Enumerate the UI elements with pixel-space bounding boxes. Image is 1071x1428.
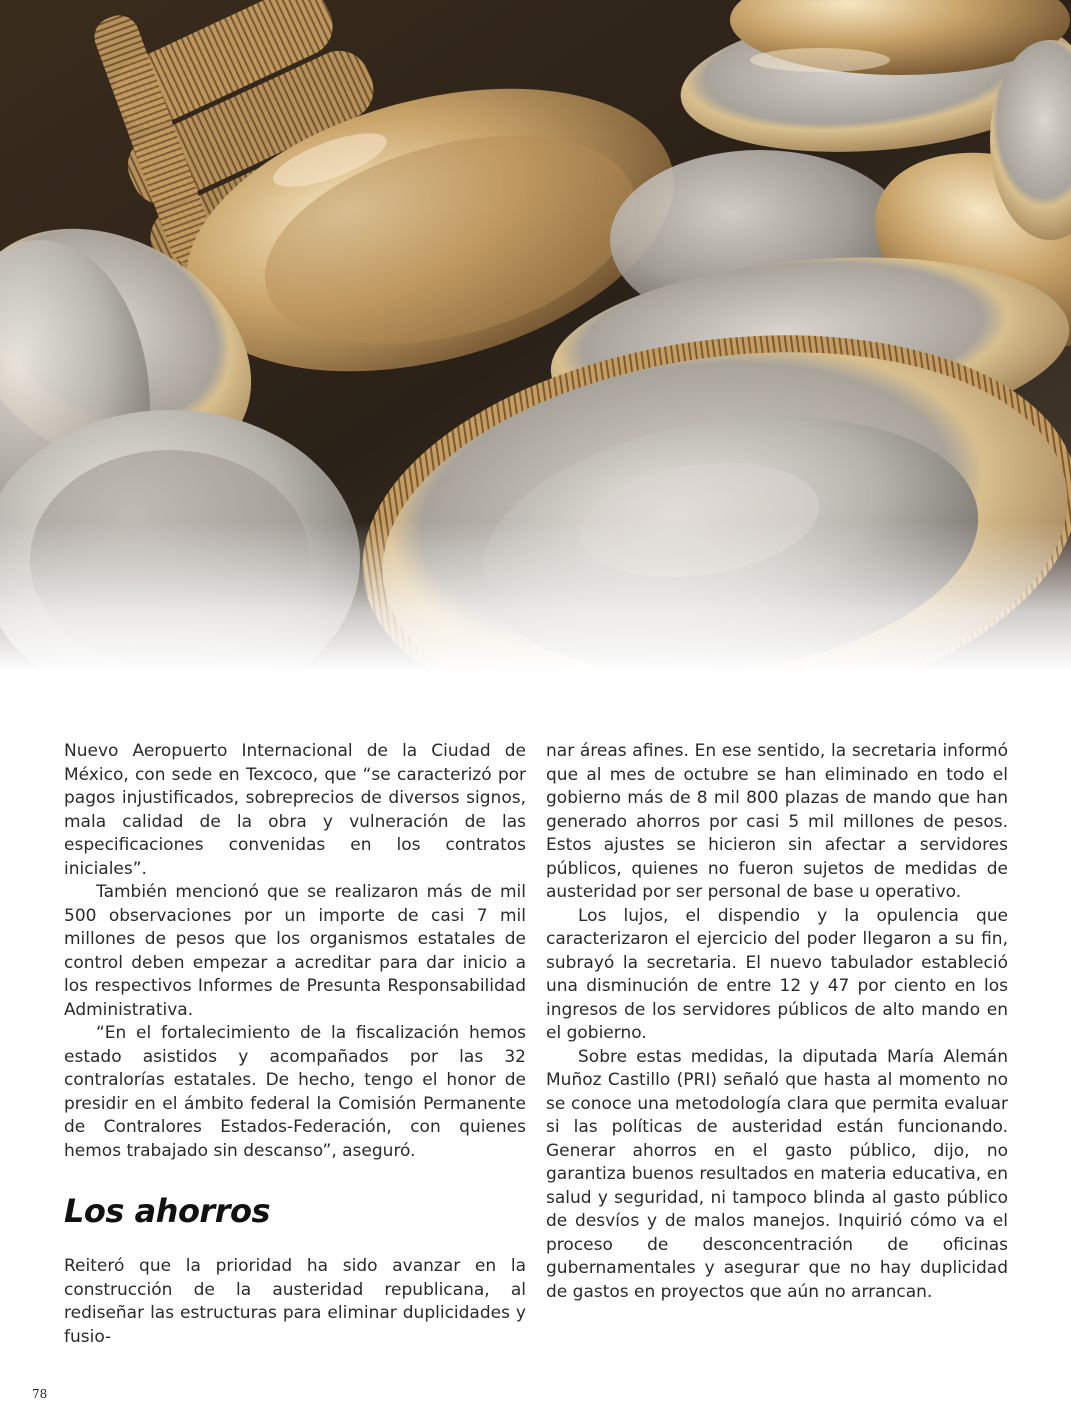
article-left-column [64, 740, 526, 1349]
paragraph: Los lujos, el dispendio y la opulencia que caracterizaron el ejercicio del poder llegaron a su fin, subrayó la secretaria. El nuevo tabulador estableció una disminución de entre 12 y 47 por ciento en los ingresos de los servidores públicos de alto mando en el gobierno. [546, 905, 1008, 1043]
paragraph: nar áreas afines. En ese sentido, la secretaria informó que al mes de octubre se han eliminado en todo el gobierno más de 8 mil 800 plazas de mando que han generado ahorros por casi 5 mil millones de pesos. Estos ajustes se hicieron sin afectar a servidores públicos, quienes no fueron sujetos de medidas de austeridad por ser personal de base u operativo. [546, 741, 1008, 902]
section-heading: Los ahorros [64, 1192, 271, 1230]
paragraph: También mencionó que se realizaron más de mil 500 observaciones por un importe de casi 7 mil millones de pesos que los organismos estatales de control deben empezar a acreditar para dar inicio a los respectivos Informes de Presunta Responsabilidad Administrativa. [64, 882, 526, 1020]
article-right-column [546, 740, 1008, 1304]
page-number: 78 [32, 1387, 48, 1401]
photo-fade-overlay [0, 522, 1071, 672]
paragraph: “En el fortalecimiento de la fiscalización hemos estado asistidos y acompañados por las 32 contralorías estatales. De hecho, tengo el honor de presidir en el ámbito federal la Comisión Permanente de Contralores Estados-Federación, con quienes hemos trabajado sin descanso”, aseguró. [64, 1023, 526, 1161]
coins-photo [0, 0, 1071, 672]
paragraph: Nuevo Aeropuerto Internacional de la Ciudad de México, con sede en Texcoco, que “se caracterizó por pagos injustificados, sobreprecios de diversos signos, mala calidad de la obra y vulneración de las especificaciones convenidas en los contratos iniciales”. [64, 741, 526, 879]
paragraph: Sobre estas medidas, la diputada María Alemán Muñoz Castillo (PRI) señaló que hasta al momento no se conoce una metodología clara que permita evaluar si las políticas de austeridad están funcionando. Generar ahorros en el gasto público, dijo, no garantiza buenos resultados en materia educativa, en salud y seguridad, ni tampoco blinda al gasto público de desvíos y de malos manejos. Inquirió cómo va el proceso de desconcentración de oficinas gubernamentales y asegurar que no hay duplicidad de gastos en proyectos que aún no arrancan. [546, 1046, 1008, 1302]
paragraph: Reiteró que la prioridad ha sido avanzar en la construcción de la austeridad republicana, al rediseñar las estructuras para eliminar duplicidades y fusio- [64, 1256, 526, 1347]
